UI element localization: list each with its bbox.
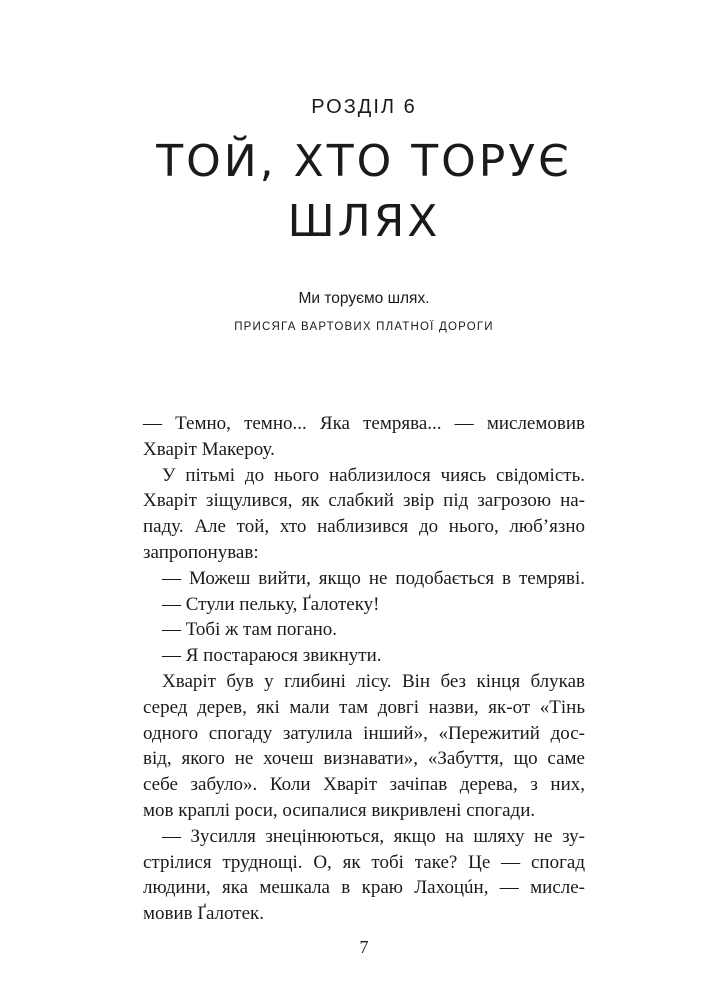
epigraph-source: ПРИСЯГА ВАРТОВИХ ПЛАТНОЇ ДОРОГИ — [234, 321, 494, 333]
text-line: Хваріт Макероу. — [143, 438, 275, 460]
page-number: 7 — [359, 937, 369, 957]
text-line: — Стули пельку, Ґалотеку! — [162, 593, 380, 615]
body-text — [143, 411, 585, 927]
text-line: стрілися труднощі. О, як тобі таке? Це — спогад — [143, 851, 585, 873]
text-line: мовив Ґалотек. — [143, 903, 264, 925]
text-line: Хваріт був у глибині лісу. Він без кінця блукав — [162, 670, 585, 692]
text-line: — Зусилля знецінюються, якщо на шляху не зу- — [162, 825, 585, 847]
text-line: У пітьмі до нього наблизилося чиясь свідомість. — [162, 464, 585, 486]
text-line: — Можеш вийти, якщо не подобається в темряві. — [162, 567, 585, 589]
chapter-title — [0, 132, 728, 252]
text-line: від, якого не хочеш визнавати», «Забуття, що саме — [143, 748, 585, 770]
text-line: — Темно, темно... Яка темрява... — мислемовив — [143, 413, 585, 434]
text-line: — Я постараюся звикнути. — [162, 645, 382, 667]
text-line: паду. Але той, хто наблизився до нього, люб’язно — [143, 516, 585, 538]
text-line: одного спогаду затулила інший», «Пережитий дос- — [143, 722, 585, 744]
chapter-title-line-1: ТОЙ, ХТО ТОРУЄ — [156, 136, 572, 187]
text-line: запропонував: — [143, 541, 259, 563]
chapter-title-line-2: ШЛЯХ — [287, 196, 441, 247]
text-line: серед дерев, які мали там довгі назви, як-от «Тінь — [143, 696, 585, 718]
epigraph-quote: Ми торуємо шлях. — [298, 290, 430, 307]
text-line: Хваріт зіщулився, як слабкий звір під загрозою на- — [143, 490, 585, 512]
chapter-label: РОЗДІЛ 6 — [311, 96, 417, 118]
text-line: мов краплі роси, осипалися викривлені спогади. — [143, 799, 536, 821]
text-line: — Тобі ж там погано. — [162, 619, 338, 641]
text-line: людини, яка мешкала в краю Лахоцúн, — мисле- — [143, 877, 585, 899]
text-line: себе забуло». Коли Хваріт зачіпав дерева, з них, — [143, 774, 585, 796]
